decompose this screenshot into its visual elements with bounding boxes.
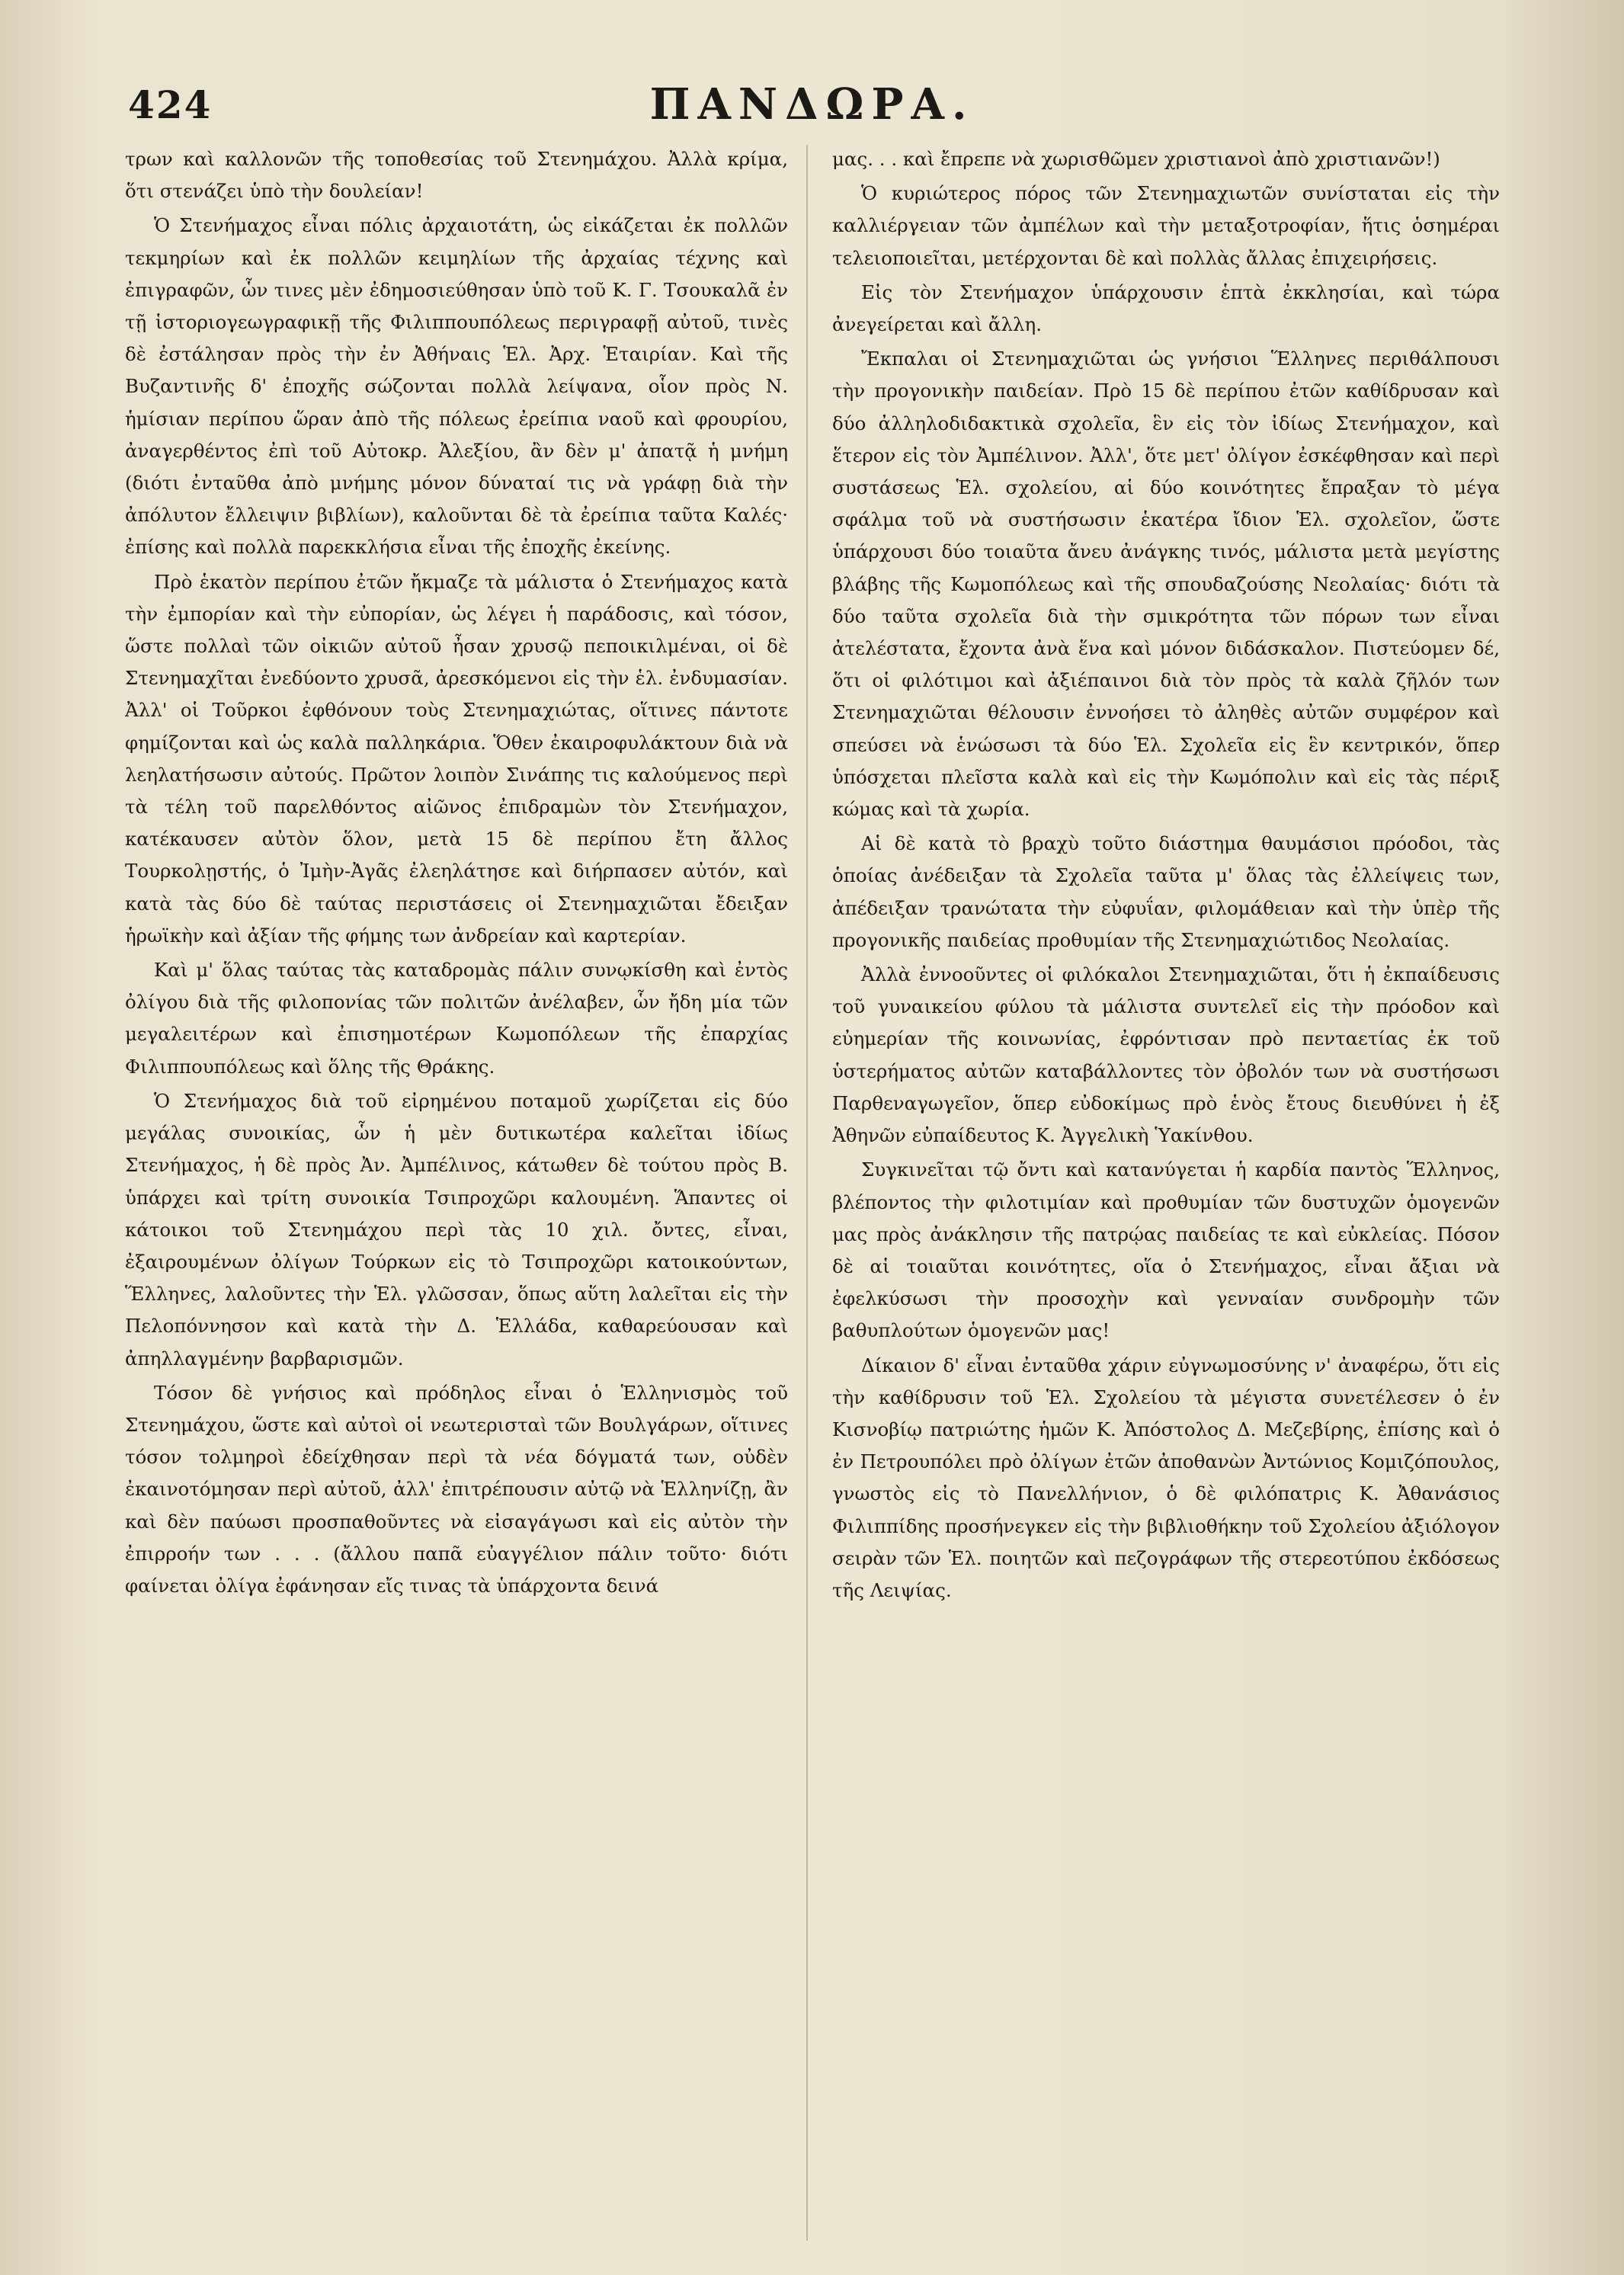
page-header xyxy=(0,76,1624,137)
column-divider xyxy=(806,145,808,2241)
page-number: 424 xyxy=(128,82,213,127)
paragraph: Καὶ μ' ὅλας ταύτας τὰς καταδρομὰς πάλιν συνῳκίσθη καὶ ἐντὸς ὀλίγου διὰ τῆς φιλοπονίας τῶν πολιτῶν ἀνέλαβεν, ὧν ἤδη μία τῶν μεγαλειτέρων καὶ ἐπισημοτέρων Κωμοπόλεων τῆς ἐπαρχίας Φιλιππουπόλεως καὶ ὅλης τῆς Θράκης. xyxy=(125,959,788,1078)
paragraph: Ὁ κυριώτερος πόρος τῶν Στενημαχιωτῶν συνίσταται εἰς τὴν καλλιέργειαν τῶν ἀμπέλων καὶ τὴν μεταξοτροφίαν, ἥτις ὁσημέραι τελειοποιεῖται, μετέρχονται δὲ καὶ πολλὰς ἄλλας ἐπιχειρήσεις. xyxy=(832,182,1500,269)
paragraph: Ἀλλὰ ἐννοοῦντες οἱ φιλόκαλοι Στενημαχιῶται, ὅτι ἡ ἐκπαίδευσις τοῦ γυναικείου φύλου τὰ μάλιστα συντελεῖ εἰς τὴν πρόοδον καὶ εὐημερίαν τῆς κοινωνίας, ἐφρόντισαν πρὸ πενταετίας ἐκ τοῦ ὑστερήματος αὐτῶν καταβάλλοντες τὸν ὀβολόν των νὰ συστήσωσι Παρθεναγωγεῖον, ὅπερ εὐδοκίμως πρὸ ἑνὸς ἔτους διευθύνει ἡ ἐξ Ἀθηνῶν εὐπαίδευτος Κ. Ἀγγελικὴ Ὑακίνθου. xyxy=(832,963,1500,1147)
paragraph: Δίκαιον δ' εἶναι ἐνταῦθα χάριν εὐγνωμοσύνης ν' ἀναφέρω, ὅτι εἰς τὴν καθίδρυσιν τοῦ Ἑλ. Σχολείου τὰ μέγιστα συνετέλεσεν ὁ ἐν Κισνοβίῳ πατριώτης ἡμῶν Κ. Ἀπόστολος Δ. Μεζεβίρης, ἐπίσης καὶ ὁ ἐν Πετρουπόλει πρὸ ὀλίγων ἐτῶν ἀποθανὼν Ἀντώνιος Κομιζόπουλος, γνωστὸς εἰς τὸ Πανελλήνιον, ὁ δὲ φιλόπατρις Κ. Ἀθανάσιος Φιλιππίδης προσήνεγκεν εἰς τὴν βιβλιοθήκην τοῦ Σχολείου ἀξιόλογον σειρὰν τῶν Ἑλ. ποιητῶν καὶ πεζογράφων τῆς στερεοτύπου ἐκδόσεως τῆς Λειψίας. xyxy=(832,1354,1500,1601)
running-title: ΠΑΝΔΩΡΑ. xyxy=(649,79,975,130)
paragraph: Πρὸ ἑκατὸν περίπου ἐτῶν ἤκμαζε τὰ μάλιστα ὁ Στενήμαχος κατὰ τὴν ἐμπορίαν καὶ τὴν εὐπορίαν, ὡς λέγει ἡ παράδοσις, καὶ τόσον, ὥστε πολλαὶ τῶν οἰκιῶν αὐτοῦ ἦσαν χρυσῷ πεποικιλμέναι, οἱ δὲ Στενημαχῖται ἐνεδύοντο χρυσᾶ, ἀρεσκόμενοι εἰς τὴν ἑλ. ἐνδυμασίαν. Ἀλλ' οἱ Τοῦρκοι ἐφθόνουν τοὺς Στενημαχιώτας, οἵτινες πάντοτε φημίζονται καὶ ὡς καλὰ παλληκάρια. Ὅθεν ἐκαιροφυλάκτουν διὰ νὰ λεηλατήσωσιν αὐτούς. Πρῶτον λοιπὸν Σινάπης τις καλούμενος περὶ τὰ τέλη τοῦ παρελθόντος αἰῶνος ἐπιδραμὼν τὸν Στενήμαχον, κατέκαυσεν αὐτὸν ὅλον, μετὰ 15 δὲ περίπου ἔτη ἄλλος Τουρκολῃστής, ὁ Ἰμὴν-Ἀγᾶς ἐλεηλάτησε καὶ διήρπασεν αὐτόν, καὶ κατὰ τὰς δύο δὲ ταύτας περιστάσεις οἱ Στενημαχιῶται ἔδειξαν ἡρωϊκὴν καὶ ἀξίαν τῆς φήμης των ἀνδρείαν καὶ καρτερίαν. xyxy=(125,570,788,947)
paragraph: μας. . . καὶ ἔπρεπε νὰ χωρισθῶμεν χριστιανοὶ ἀπὸ χριστιανῶν!) xyxy=(832,148,1440,170)
paragraph: τρων καὶ καλλονῶν τῆς τοποθεσίας τοῦ Στενημάχου. Ἀλλὰ κρίμα, ὅτι στενάζει ὑπὸ τὴν δουλείαν! xyxy=(125,148,788,203)
left-column xyxy=(125,143,788,2247)
paragraph: Τόσον δὲ γνήσιος καὶ πρόδηλος εἶναι ὁ Ἑλληνισμὸς τοῦ Στενημάχου, ὥστε καὶ αὐτοὶ οἱ νεωτερισταὶ τῶν Βουλγάρων, οἵτινες τόσον τολμηροὶ ἐδείχθησαν περὶ τὰ νέα δόγματά των, οὐδὲν ἐκαινοτόμησαν περὶ αὐτοῦ, ἀλλ' ἐπιτρέπουσιν αὐτῷ νὰ Ἑλληνίζῃ, ἂν καὶ δὲν παύωσι προσπαθοῦντες νὰ εἰσαγάγωσι καὶ εἰς αὐτὸν τὴν ἐπιρροήν των . . . (ἄλλου παπᾶ εὐαγγέλιον πάλιν τοῦτο· διότι φαίνεται ὀλίγα ἐφάνησαν εἴς τινας τὰ ὑπάρχοντα δεινά xyxy=(125,1381,788,1597)
paragraph: Αἱ δὲ κατὰ τὸ βραχὺ τοῦτο διάστημα θαυμάσιοι πρόοδοι, τὰς ὁποίας ἀνέδειξαν τὰ Σχολεῖα ταῦτα μ' ὅλας τὰς ἐλλείψεις των, ἀπέδειξαν τρανώτατα τὴν εὐφυΐαν, φιλομάθειαν καὶ τὴν ὑπὲρ τῆς προγονικῆς παιδείας προθυμίαν τῆς Στενημαχιώτιδος Νεολαίας. xyxy=(832,832,1500,951)
paragraph: Εἰς τὸν Στενήμαχον ὑπάρχουσιν ἑπτὰ ἐκκλησίαι, καὶ τώρα ἀνεγείρεται καὶ ἄλλη. xyxy=(832,280,1500,336)
right-column xyxy=(832,143,1500,2247)
paragraph: Ὁ Στενήμαχος εἶναι πόλις ἀρχαιοτάτη, ὡς εἰκάζεται ἐκ πολλῶν τεκμηρίων καὶ ἐκ πολλῶν κειμηλίων τῆς ἀρχαίας τέχνης καὶ ἐπιγραφῶν, ὧν τινες μὲν ἐδημοσιεύθησαν ὑπὸ τοῦ Κ. Γ. Τσουκαλᾶ ἐν τῇ ἱστοριογεωγραφικῇ τῆς Φιλιππουπόλεως περιγραφῇ αὐτοῦ, τινὲς δὲ ἐστάλησαν πρὸς τὴν ἐν Ἀθήναις Ἑλ. Ἀρχ. Ἑταιρίαν. Καὶ τῆς Βυζαντινῆς δ' ἐποχῆς σώζονται πολλὰ λείψανα, οἷον πρὸς Ν. ἡμίσιαν περίπου ὥραν ἀπὸ τῆς πόλεως ἐρείπια ναοῦ καὶ φρουρίου, ἀναγερθέντος ἐπὶ τοῦ Αὐτοκρ. Ἀλεξίου, ἂν δὲν μ' ἀπατᾷ ἡ μνήμη (διότι ἐνταῦθα ἀπὸ μνήμης μόνον δύναταί τις νὰ γράφῃ διὰ τὴν ἀπόλυτον ἔλλειψιν βιβλίων), καλοῦνται δὲ τὰ ἐρείπια ταῦτα Καλές· ἐπίσης καὶ πολλὰ παρεκκλήσια εἶναι τῆς ἐποχῆς ἐκείνης. xyxy=(125,214,788,559)
paragraph: Συγκινεῖται τῷ ὄντι καὶ κατανύγεται ἡ καρδία παντὸς Ἕλληνος, βλέποντος τὴν φιλοτιμίαν καὶ προθυμίαν τῶν δυστυχῶν ὁμογενῶν μας πρὸς ἀνάκλησιν τῆς πατρῴας παιδείας τε καὶ εὐκλείας. Πόσον δὲ αἱ τοιαῦται κοινότητες, οἵα ὁ Στενήμαχος, εἶναι ἄξιαι νὰ ἐφελκύσωσι τὴν προσοχὴν καὶ γενναίαν συνδρομὴν τῶν βαθυπλούτων ὁμογενῶν μας! xyxy=(832,1158,1500,1342)
paragraph: Ἔκπαλαι οἱ Στενημαχιῶται ὡς γνήσιοι Ἕλληνες περιθάλπουσι τὴν προγονικὴν παιδείαν. Πρὸ 15 δὲ περίπου ἐτῶν καθίδρυσαν καὶ δύο ἀλληλοδιδακτικὰ σχολεῖα, ἓν εἰς τὸν ἰδίως Στενήμαχον, καὶ ἕτερον εἰς τὸν Ἀμπέλινον. Ἀλλ', ὅτε μετ' ὀλίγον ἐσκέφθησαν καὶ περὶ συστάσεως Ἑλ. σχολείου, αἱ δύο κοινότητες ἔπραξαν τὸ μέγα σφάλμα τοῦ νὰ συστήσωσιν ἑκατέρα ἴδιον Ἑλ. σχολεῖον, ὥστε ὑπάρχουσι δύο τοιαῦτα ἄνευ ἀνάγκης τινός, μάλιστα μετὰ μεγίστης βλάβης τῆς Κωμοπόλεως καὶ τῆς σπουδαζούσης Νεολαίας· διότι τὰ δύο ταῦτα σχολεῖα διὰ τὴν σμικρότητα τῶν πόρων των εἶναι ἀτελέστατα, ἔχοντα ἀνὰ ἕνα καὶ μόνον διδάσκαλον. Πιστεύομεν δέ, ὅτι οἱ φιλότιμοι καὶ ἀξιέπαινοι διὰ τὸν πρὸς τὰ καλὰ ζῆλόν των Στενημαχιῶται θέλουσιν ἐννοήσει τὸ ἀληθὲς αὐτῶν συμφέρον καὶ σπεύσει νὰ ἑνώσωσι τὰ δύο Ἑλ. Σχολεῖα εἰς ἓν κεντρικόν, ὅπερ ὑπόσχεται πλεῖστα καλὰ καὶ εἰς τὴν Κωμόπολιν καὶ εἰς τὰς πέριξ κώμας καὶ τὰ χωρία. xyxy=(832,348,1500,821)
paragraph: Ὁ Στενήμαχος διὰ τοῦ εἰρημένου ποταμοῦ χωρίζεται εἰς δύο μεγάλας συνοικίας, ὧν ἡ μὲν δυτικωτέρα καλεῖται ἰδίως Στενήμαχος, ἡ δὲ πρὸς Ἀν. Ἀμπέλινος, κάτωθεν δὲ τούτου πρὸς Β. ὑπάρχει καὶ τρίτη συνοικία Τσιπροχῶρι καλουμένη. Ἅπαντες οἱ κάτοικοι τοῦ Στενημάχου περὶ τὰς 10 χιλ. ὄντες, εἶναι, ἐξαιρουμένων ὀλίγων Τούρκων εἰς τὸ Τσιπροχῶρι κατοικούντων, Ἕλληνες, λαλοῦντες τὴν Ἑλ. γλῶσσαν, ὅπως αὕτη λαλεῖται εἰς τὴν Πελοπόννησον καὶ κατὰ τὴν Δ. Ἑλλάδα, καθαρεύουσαν καὶ ἀπηλλαγμένην βαρβαρισμῶν. xyxy=(125,1089,788,1370)
